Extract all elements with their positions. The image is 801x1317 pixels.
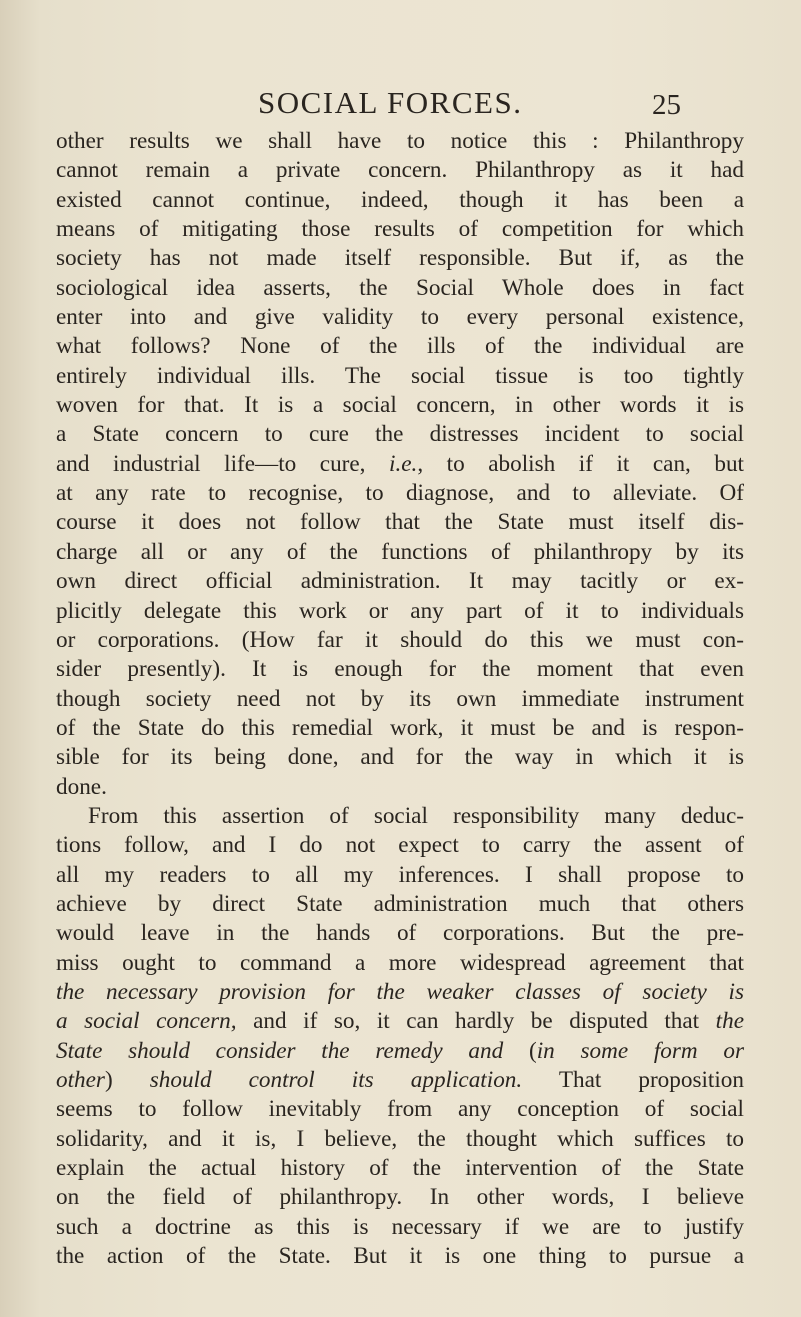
text-run: plicitly delegate this work or any part of it to individuals bbox=[56, 597, 744, 624]
text-line bbox=[56, 215, 744, 244]
text-line bbox=[56, 127, 744, 156]
text-run: the action of the State. But it is one thing to pursue a bbox=[56, 1243, 744, 1270]
text-run: such a doctrine as this is necessary if we are to justify bbox=[56, 1213, 744, 1240]
text-line bbox=[56, 274, 744, 303]
running-head: SOCIAL FORCES. bbox=[258, 85, 523, 120]
text-line bbox=[56, 244, 744, 273]
text-run: woven for that. It is a social concern, in other words it is bbox=[56, 392, 744, 419]
text-run: tions follow, and I do not expect to carry the assent of bbox=[56, 832, 744, 859]
text-run: on the field of philanthropy. In other words, I believe bbox=[56, 1184, 744, 1211]
text-line bbox=[56, 773, 744, 802]
text-line bbox=[56, 156, 744, 185]
italic-text: should control its application. bbox=[149, 1067, 523, 1093]
paragraph bbox=[56, 127, 744, 802]
text-run: own direct official administration. It may tacitly or ex- bbox=[56, 568, 744, 595]
text-run: explain the actual history of the intervention of the State bbox=[56, 1155, 744, 1182]
text-run: at any rate to recognise, to diagnose, and to alleviate. Of bbox=[56, 480, 744, 507]
text-run: existed cannot continue, indeed, though it has been a bbox=[56, 186, 744, 213]
text-line bbox=[56, 626, 744, 655]
text-run: , to abolish if it can, but bbox=[417, 450, 744, 477]
text-run: though society need not by its own immediate instrument bbox=[56, 685, 744, 712]
text-line bbox=[56, 303, 744, 332]
italic-text: the bbox=[715, 1008, 744, 1035]
page-number: 25 bbox=[652, 89, 681, 121]
text-run: seems to follow inevitably from any conception of social bbox=[56, 1096, 744, 1123]
text-line bbox=[56, 1007, 744, 1036]
text-line bbox=[56, 420, 744, 449]
text-run: done. bbox=[56, 773, 107, 800]
italic-text: in some form or bbox=[536, 1037, 744, 1064]
text-line bbox=[56, 1183, 744, 1212]
text-run: miss ought to command a more widespread agreement that bbox=[56, 949, 744, 976]
text-run: entirely individual ills. The social tissue is too tightly bbox=[56, 362, 744, 389]
text-run: and if so, it can hardly be disputed that bbox=[236, 1008, 716, 1035]
text-line bbox=[56, 743, 744, 772]
paragraph bbox=[56, 802, 744, 1272]
text-run: achieve by direct State administration much that others bbox=[56, 890, 744, 917]
text-line bbox=[56, 831, 744, 860]
page-header bbox=[0, 86, 801, 126]
text-run: all my readers to all my inferences. I shall propose to bbox=[56, 861, 744, 888]
text-line bbox=[56, 1242, 744, 1271]
text-line bbox=[56, 391, 744, 420]
text-run: society has not made itself responsible. But if, as the bbox=[56, 245, 744, 272]
text-run: From this assertion of social responsibility many deduc- bbox=[88, 802, 744, 829]
italic-text: the necessary provision for the weaker classes of society is bbox=[56, 978, 744, 1005]
text-run: charge all or any of the functions of philanthropy by its bbox=[56, 538, 744, 565]
text-run: solidarity, and it is, I believe, the thought which suffices to bbox=[56, 1125, 744, 1152]
italic-text: a social concern, bbox=[56, 1008, 237, 1035]
text-line bbox=[56, 362, 744, 391]
text-line bbox=[56, 538, 744, 567]
text-run: cannot remain a private concern. Philanthropy as it had bbox=[56, 157, 744, 184]
text-line bbox=[56, 597, 744, 626]
text-run: would leave in the hands of corporations. But the pre- bbox=[56, 920, 744, 947]
text-run: a State concern to cure the distresses incident to social bbox=[56, 421, 744, 448]
text-line bbox=[56, 802, 744, 831]
text-line bbox=[56, 890, 744, 919]
italic-text: other bbox=[56, 1067, 105, 1093]
text-run: sider presently). It is enough for the moment that even bbox=[56, 656, 744, 683]
text-run: sible for its being done, and for the way in which it is bbox=[56, 744, 744, 771]
text-line bbox=[56, 450, 744, 479]
text-run: enter into and give validity to every personal existence, bbox=[56, 304, 744, 331]
text-run: of the State do this remedial work, it must be and is respon- bbox=[56, 714, 744, 741]
text-line bbox=[56, 1095, 744, 1124]
text-run: what follows? None of the ills of the individual are bbox=[56, 333, 744, 360]
text-line bbox=[56, 1213, 744, 1242]
text-line bbox=[56, 978, 744, 1007]
text-run: ( bbox=[503, 1037, 537, 1064]
text-line bbox=[56, 919, 744, 948]
text-line bbox=[56, 1125, 744, 1154]
text-line bbox=[56, 949, 744, 978]
text-run: other results we shall have to notice this : Philanthropy bbox=[56, 128, 744, 154]
text-line bbox=[56, 1037, 744, 1066]
text-line bbox=[56, 861, 744, 890]
body-text bbox=[56, 127, 744, 1271]
text-line bbox=[56, 655, 744, 684]
text-run: That proposition bbox=[522, 1067, 744, 1093]
text-line bbox=[56, 685, 744, 714]
text-run: or corporations. (How far it should do this we must con- bbox=[56, 626, 744, 653]
text-line bbox=[56, 479, 744, 508]
text-run: course it does not follow that the State must itself dis- bbox=[56, 509, 744, 536]
text-line bbox=[56, 714, 744, 743]
text-run: ) bbox=[104, 1067, 150, 1093]
text-line bbox=[56, 1154, 744, 1183]
text-line bbox=[56, 508, 744, 537]
text-run: and industrial life—to cure, bbox=[56, 450, 390, 477]
text-line bbox=[56, 567, 744, 596]
text-line bbox=[56, 186, 744, 215]
text-run: means of mitigating those results of competition for which bbox=[56, 216, 744, 243]
text-line bbox=[56, 1066, 744, 1095]
text-line bbox=[56, 332, 744, 361]
italic-text: State should consider the remedy and bbox=[56, 1037, 504, 1064]
italic-text: i.e. bbox=[389, 450, 418, 477]
text-run: sociological idea asserts, the Social Whole does in fact bbox=[56, 274, 744, 301]
